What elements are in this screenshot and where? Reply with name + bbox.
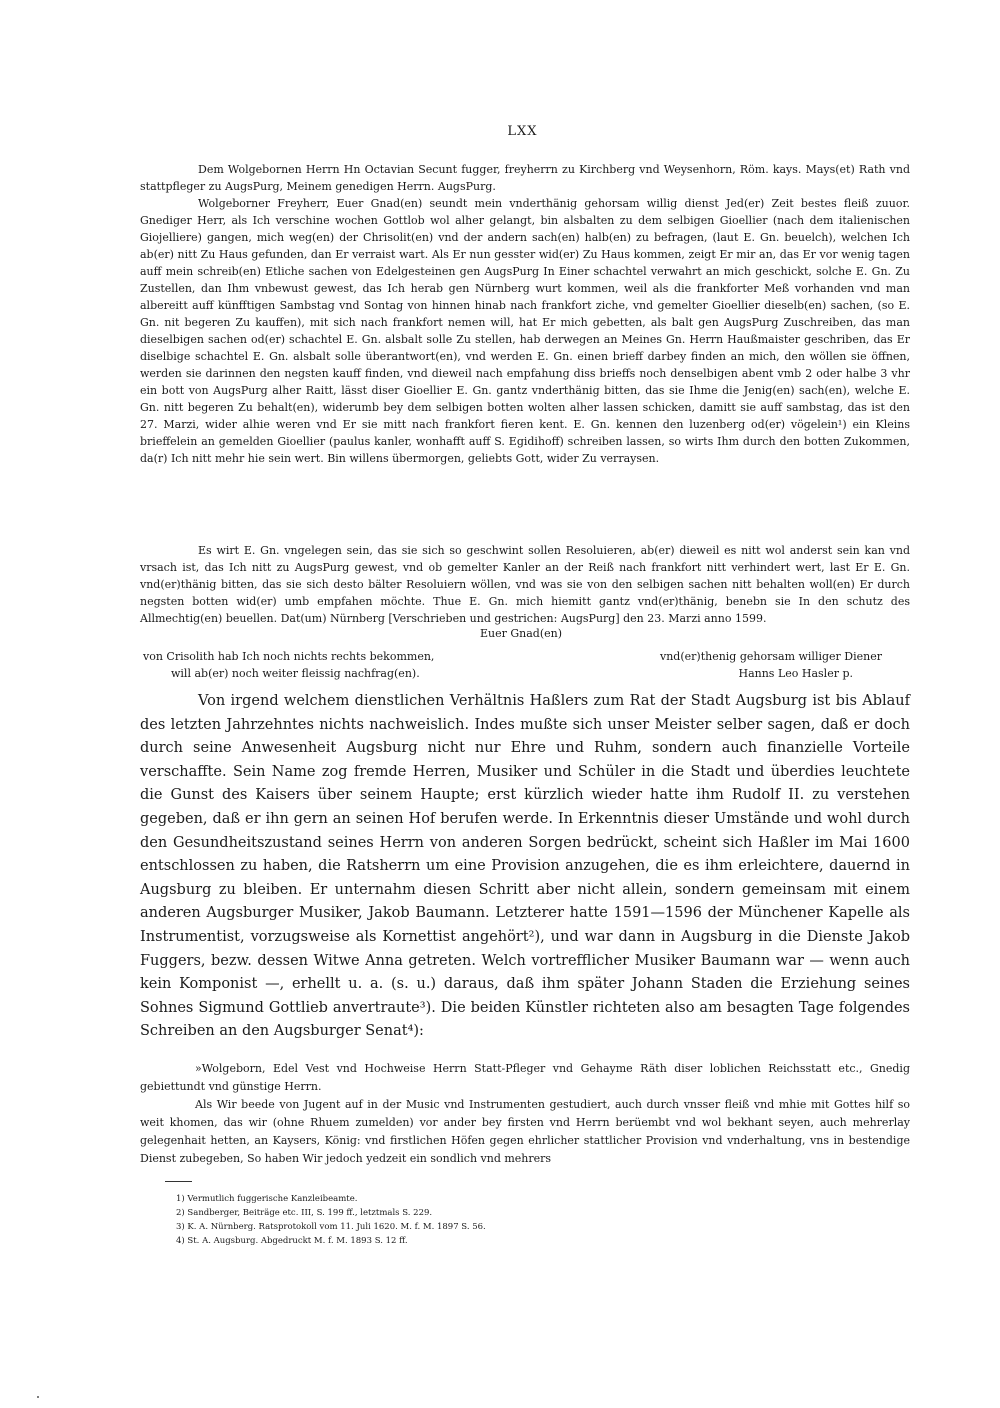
postscript-line-2: will ab(er) noch weiter fleissig nachfrag(en). <box>171 667 420 680</box>
footnote-1: 1) Vermutlich fuggerische Kanzleibeamte. <box>176 1194 358 1204</box>
footnote-2: 2) Sandberger, Beiträge etc. III, S. 199 ff., letztmals S. 229. <box>176 1208 433 1218</box>
quoted-letter-p1: »Wolgeborn, Edel Vest vnd Hochweise Herrn Statt-Pfleger vnd Gehayme Räth diser loblichen Reichsstatt etc., Gnedig gebiettundt vnd günstige Herrn. <box>140 1062 910 1093</box>
letter-postscript <box>143 648 434 682</box>
letter-paragraph-2 <box>140 542 910 627</box>
page-number: LXX <box>507 124 538 139</box>
letter-signature <box>660 648 910 682</box>
signature-line-2: Hanns Leo Hasler p. <box>738 667 853 680</box>
letter-closing: Euer Gnad(en) <box>480 627 563 640</box>
postscript-line-1: von Crisolith hab Ich noch nichts rechts bekommen, <box>143 650 435 663</box>
letter-body-text: Wolgeborner Freyherr, Euer Gnad(en) seundt mein vnderthänig gehorsam willig dienst Jed(er) Zeit bestes fleiß zuuor. Gnediger Herr, als Ich verschine wochen Gottlob wol alher gelangt, bin alsbalten zu dem selbigen Gioellier (nach dem italienischen Giojelliere) gangen, mich weg(en) der Chrisolit(en) vnd der andern sach(en) halb(en) zu befragen, (laut E. Gn. beuelch), welchen Ich ab(er) nitt Zu Haus gefunden, dan Er verraist wart. Als Er nun gesster wid(er) Zu Haus kommen, zeigt Er mir an, das Er vor wenig tagen auff mein schreib(en) Etliche sachen von Edelgesteinen gen AugsPurg In Einer schachtel verwahrt an mich geschickt, solche E. Gn. Zu Zustellen, dan Ihm vnbewust gewest, das Ich herab gen Nürnberg wurt kommen, weil als die frankforter Meß vorhanden vnd man albereitt auff künfftigen Sambstag vnd Sontag von hinnen hinab nach frankfort ziche, vnd gemelter Gioellier dieselb(en) sachen, (so E. Gn. nit begeren Zu kauffen), mit sich nach frankfort nemen will, hat Er mich gebetten, als balt gen AugsPurg Zuschreiben, das man dieselbigen sachen od(er) schachtel E. Gn. alsbalt solle Zu stellen, hab derwegen an Meines Gn. Herrn Haußmaister geschriben, das Er diselbige schachtel E. Gn. alsbalt solle überantwort(en), vnd werden E. Gn. einen brieff darbey finden an mich, den wöllen sie öffnen, werden sie darinnen den negsten kauff finden, vnd dieweil nach empfahung diss brieffs noch denselbigen abent vmb 2 oder halbe 3 vhr ein bott von AugsPurg alher Raitt, lässt diser Gioellier E. Gn. gantz vnderthänig bitten, das sie Ihme die Jenig(en) sach(en), welche E. Gn. nitt begeren Zu behalt(en), widerumb bey dem selbigen botten wolten alher lassen schicken, damitt sie auff sambstag, das ist den 27. Marzi, wider alhie weren vnd Er sie mitt nach frankfort fieren kent. E. Gn. kennen den luzenberg od(er) vögelein¹) ein Kleins brieffelein an gemelden Gioellier (paulus kanler, wonhafft auff S. Egidihoff) schreiben lassen, so wirts Ihm durch den botten Zukommen, da(r) Ich nitt mehr hie sein wert. Bin willens übermorgen, geliebts Gott, wider Zu verraysen. <box>140 197 910 465</box>
scan-speck <box>37 1396 39 1398</box>
footnote-3: 3) K. A. Nürnberg. Ratsprotokoll vom 11. Juli 1620. M. f. M. 1897 S. 56. <box>176 1222 486 1232</box>
footnote-4: 4) St. A. Augsburg. Abgedruckt M. f. M. 1893 S. 12 ff. <box>176 1236 408 1246</box>
footnote-divider <box>165 1181 192 1182</box>
letter-address <box>140 161 910 195</box>
letter-body <box>140 195 910 467</box>
footnotes <box>176 1192 486 1248</box>
letter-paragraph-2-text: Es wirt E. Gn. vngelegen sein, das sie sich so geschwint sollen Resoluieren, ab(er) dieweil es nitt wol anderst sein kan vnd vrsach ist, das Ich nitt zu AugsPurg gewest, vnd ob gemelter Kanler an der Reiß nach frankfort nitt verhindert wert, last Er E. Gn. vnd(er)thänig bitten, das sie sich desto bälter Resoluiern wöllen, vnd was sie von den selbigen sachen nitt behalten woll(en) Er durch negsten botten wid(er) umb empfahen möchte. Thue E. Gn. mich hiemitt gantz vnd(er)thänig, benebn sie In den schutz des Allmechtig(en) beuellen. Dat(um) Nürnberg [Verschrieben und gestrichen: AugsPurg] den 23. Marzi anno 1599. <box>140 544 910 625</box>
quoted-letter-p2: Als Wir beede von Jugent auf in der Music vnd Instrumenten gestudiert, auch durch vnsser fleiß vnd mhie mit Gottes hilf so weit khomen, das wir (ohne Rhuem zumelden) vor ander bey firsten vnd Herrn berüembt vnd wol bekhant seyen, auch mehrerlay gelegenhait hetten, an Kaysers, König: vnd firstlichen Höfen gegen ehrlicher stattlicher Provision vnd vnderhaltung, vns in bestendige Dienst zubegeben, So haben Wir jedoch yedzeit ein sondlich vnd mehrers <box>140 1098 910 1165</box>
main-text: Von irgend welchem dienstlichen Verhältnis Haßlers zum Rat der Stadt Augsburg ist bis Ablauf des letzten Jahrzehntes nichts nachweislich. Indes mußte sich unser Meister selber sagen, daß er doch durch seine Anwesenheit Augsburg nicht nur Ehre und Ruhm, sondern auch finanzielle Vorteile verschaffte. Sein Name zog fremde Herren, Musiker und Schüler in die Stadt und überdies leuchtete die Gunst des Kaisers über seinem Haupte; erst kürzlich wieder hatte ihm Rudolf II. zu verstehen gegeben, daß er ihn gern an seinen Hof berufen werde. In Erkenntnis dieser Umstände und wohl durch den Gesundheitszustand seines Herrn von anderen Sorgen bedrückt, scheint sich Haßler im Mai 1600 entschlossen zu haben, die Ratsherrn um eine Provision anzugehen, die es ihm erleichtere, dauernd in Augsburg zu bleiben. Er unternahm diesen Schritt aber nicht allein, sondern gemeinsam mit einem anderen Augsburger Musiker, Jakob Baumann. Letzterer hatte 1591—1596 der Münchener Kapelle als Instrumentist, vorzugsweise als Kornettist angehört²), und war dann in Augsburg in die Dienste Jakob Fuggers, bezw. dessen Witwe Anna getreten. Welch vortrefflicher Musiker Baumann war — wenn auch kein Komponist —, erhellt u. a. (s. u.) daraus, daß ihm später Johann Staden die Erziehung seines Sohnes Sigmund Gottlieb anvertraute³). Die beiden Künstler richteten also am besagten Tage folgendes Schreiben an den Augsburger Senat⁴): <box>140 693 910 1040</box>
signature-line-1: vnd(er)thenig gehorsam williger Diener <box>660 650 882 663</box>
letter-address-text: Dem Wolgebornen Herrn Hn Octavian Secunt fugger, freyherrn zu Kirchberg vnd Weysenhorn, Röm. kays. Mays(et) Rath vnd stattpfleger zu AugsPurg, Meinem genedigen Herrn. AugsPurg. <box>140 163 910 193</box>
quoted-letter <box>140 1060 910 1168</box>
